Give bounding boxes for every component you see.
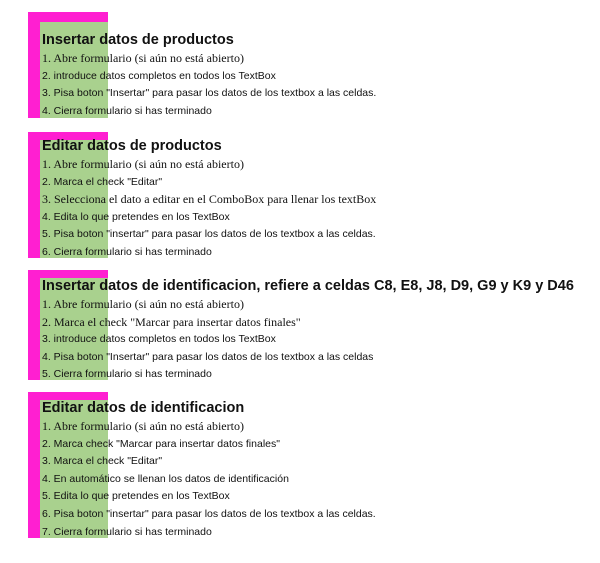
section-editar-identificacion xyxy=(42,398,590,541)
step-item: 2. Marca check "Marcar para insertar datos finales" xyxy=(42,437,280,450)
section-title: Editar datos de productos xyxy=(42,138,222,154)
step-item: 2. introduce datos completos en todos los TextBox xyxy=(42,69,276,82)
step-item: 2. Marca el check "Marcar para insertar datos finales" xyxy=(42,314,301,329)
step-item: 4. Cierra formulario si has terminado xyxy=(42,104,212,117)
step-item: 5. Pisa boton "insertar" para pasar los datos de los textbox a las celdas. xyxy=(42,228,376,241)
section-editar-productos xyxy=(42,136,590,262)
step-item: 1. Abre formulario (si aún no está abierto) xyxy=(42,297,244,311)
step-item: 2. Marca el check "Editar" xyxy=(42,175,163,188)
step-item: 3. introduce datos completos en todos los TextBox xyxy=(42,333,276,346)
step-item: 4. En automático se llenan los datos de identificación xyxy=(42,472,289,485)
step-item: 7. Cierra formulario si has terminado xyxy=(42,525,212,538)
section-title: Insertar datos de productos xyxy=(42,32,234,48)
step-item: 5. Edita lo que pretendes en los TextBox xyxy=(42,490,230,503)
step-item: 6. Pisa boton "insertar" para pasar los datos de los textbox a las celdas. xyxy=(42,507,376,520)
section-insertar-productos xyxy=(42,30,590,120)
step-item: 5. Cierra formulario si has terminado xyxy=(42,368,212,381)
section-title: Insertar datos de identificacion, refiere a celdas C8, E8, J8, D9, G9 y K9 y D46 xyxy=(42,278,574,294)
step-item: 3. Pisa boton "Insertar" para pasar los datos de los textbox a las celdas. xyxy=(42,87,377,100)
step-item: 4. Pisa boton "Insertar" para pasar los datos de los textbox a las celdas xyxy=(42,350,374,363)
section-title: Editar datos de identificacion xyxy=(42,400,245,416)
step-item: 1. Abre formulario (si aún no está abierto) xyxy=(42,157,244,171)
step-item: 3. Selecciona el dato a editar en el ComboBox para llenar los textBox xyxy=(42,192,377,207)
step-item: 6. Cierra formulario si has terminado xyxy=(42,245,212,258)
step-item: 1. Abre formulario (si aún no está abierto) xyxy=(42,51,244,65)
step-item: 1. Abre formulario (si aún no está abierto) xyxy=(42,419,244,433)
section-insertar-identificacion xyxy=(42,276,590,384)
step-item: 4. Edita lo que pretendes en los TextBox xyxy=(42,210,230,223)
step-item: 3. Marca el check "Editar" xyxy=(42,455,163,468)
